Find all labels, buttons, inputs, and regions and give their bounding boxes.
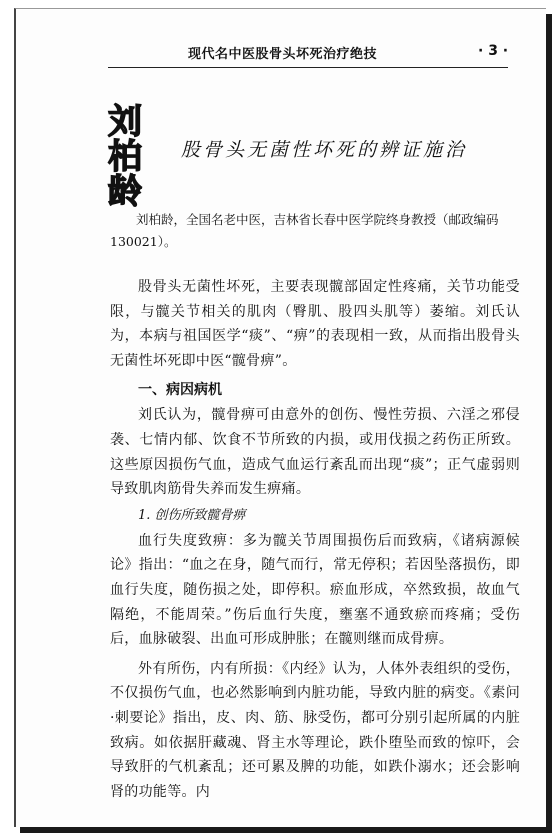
page-number: · 3 ·: [478, 43, 509, 59]
section-paragraph: 刘氏认为，髋骨痹可由意外的创伤、慢性劳损、六淫之邪侵袭、七情内郁、饮食不节所致的内损，或用伐损之药伤正所致。这些原因损伤气血，造成气血运行紊乱而出现“痰”；正气虚弱则导致肌肉筋骨失养而发生痹痛。: [110, 407, 520, 498]
subsection-heading: 1. 创伤所致髋骨痹: [138, 507, 246, 523]
subsection-paragraph-2: 外有所伤，内有所损：《内经》认为，人体外表组织的受伤，不仅损伤气血，也必然影响到内脏功能，导致内脏的病变。《素问·刺要论》指出，皮、肉、筋、脉受伤，都可分别引起所属的内脏致病。如依据肝藏魂、肾主水等理论，跌仆堕坠而致的惊吓，会导致肝的气机紊乱；还可累及脾的功能，如跌仆溺水；还会影响肾的功能等。内: [110, 660, 520, 800]
article-body: [110, 275, 520, 804]
header-rule: [108, 67, 508, 68]
article-title: 股骨头无菌性坏死的辨证施治: [181, 139, 468, 161]
book-page: [14, 8, 546, 827]
running-title: 现代名中医股骨头坏死治疗绝技: [188, 47, 378, 62]
author-logo-char-2: 柏: [108, 137, 142, 177]
author-byline: 刘柏龄，全国名老中医，吉林省长春中医学院终身教授（邮政编码 130021）。: [110, 212, 512, 249]
author-logo-char-3: 龄: [108, 172, 142, 212]
intro-paragraph: 股骨头无菌性坏死，主要表现髋部固定性疼痛，关节功能受限，与髋关节相关的肌肉（臀肌、股四头肌等）萎缩。刘氏认为，本病与祖国医学“痰”、“痹”的表现相一致，从而指出股骨头无菌性坏死即中医“髋骨痹”。: [110, 279, 520, 369]
section-heading: 一、病因病机: [138, 382, 222, 399]
subsection-paragraph-1: 血行失度致痹：多为髋关节周围损伤后而致病，《诸病源候论》指出：“血之在身，随气而行，常无停积；若因坠落损伤，即血行失度，随伤损之处，即停积。瘀血形成，卒然致损，故血气隔绝，不能周荣。”伤后血行失度，壅塞不通致瘀而疼痛；受伤后，血脉破裂、出血可形成肿胀；在髋则继而成骨痹。: [110, 532, 520, 648]
author-name-logo: [108, 102, 160, 212]
author-logo-char-1: 刘: [108, 102, 142, 142]
running-header: [16, 43, 546, 65]
